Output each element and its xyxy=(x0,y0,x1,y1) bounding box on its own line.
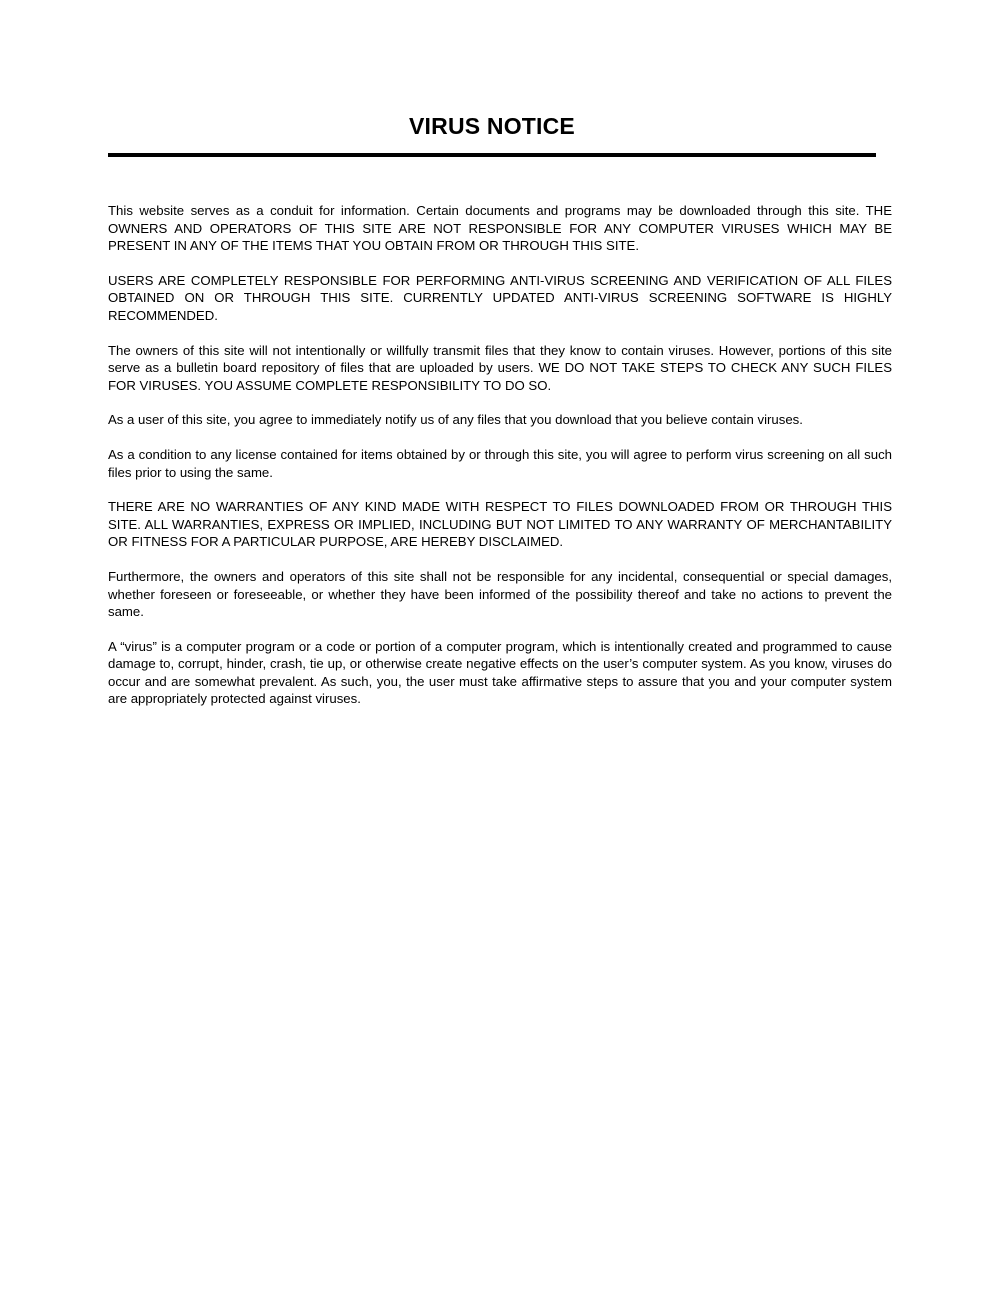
paragraph-bulletin-board: The owners of this site will not intentionally or willfully transmit files that they know to contain viruses. However, portions of this site serve as a bulletin board repository of files that are uploaded by users. WE DO NOT TAKE STEPS TO CHECK ANY SUCH FILES FOR VIRUSES. YOU ASSUME COMPLETE RESPONSIBILITY TO DO SO. xyxy=(108,342,892,393)
document-header xyxy=(108,112,876,157)
paragraph-license-condition: As a condition to any license contained for items obtained by or through this site, you will agree to perform virus screening on all such files prior to using the same. xyxy=(108,446,892,480)
paragraph-user-responsibility: USERS ARE COMPLETELY RESPONSIBLE FOR PERFORMING ANTI-VIRUS SCREENING AND VERIFICATION OF ALL FILES OBTAINED ON OR THROUGH THIS SITE. CURRENTLY UPDATED ANTI-VIRUS SCREENING SOFTWARE IS HIGHLY RECOMMENDED. xyxy=(108,272,892,323)
paragraph-conduit-disclaimer: This website serves as a conduit for information. Certain documents and programs may be downloaded through this site. THE OWNERS AND OPERATORS OF THIS SITE ARE NOT RESPONSIBLE FOR ANY COMPUTER VIRUSES WHICH MAY BE PRESENT IN ANY OF THE ITEMS THAT YOU OBTAIN FROM OR THROUGH THIS SITE. xyxy=(108,203,892,254)
paragraph-notify-us: As a user of this site, you agree to immediately notify us of any files that you download that you believe contain viruses. xyxy=(108,412,803,428)
page-title: VIRUS NOTICE xyxy=(409,113,575,139)
title-divider-rule xyxy=(108,153,876,157)
paragraph-virus-definition: A “virus” is a computer program or a code or portion of a computer program, which is intentionally created and programmed to cause damage to, corrupt, hinder, crash, tie up, or otherwise create negative effects on the user’s computer system. As you know, viruses do occur and are somewhat prevalent. As such, you, the user must take affirmative steps to assure that you and your computer system are appropriately protected against viruses. xyxy=(108,638,892,707)
document-body xyxy=(108,202,892,708)
paragraph-limitation-of-damages: Furthermore, the owners and operators of this site shall not be responsible for any incidental, consequential or special damages, whether foreseen or foreseeable, or whether they have been informed of the possibility thereof and take no actions to prevent the same. xyxy=(108,568,892,620)
paragraph-no-warranties: THERE ARE NO WARRANTIES OF ANY KIND MADE WITH RESPECT TO FILES DOWNLOADED FROM OR THROUGH THIS SITE. ALL WARRANTIES, EXPRESS OR IMPLIED, INCLUDING BUT NOT LIMITED TO ANY WARRANTY OF MERCHANTABILITY OR FITNESS FOR A PARTICULAR PURPOSE, ARE HEREBY DISCLAIMED. xyxy=(108,499,892,550)
